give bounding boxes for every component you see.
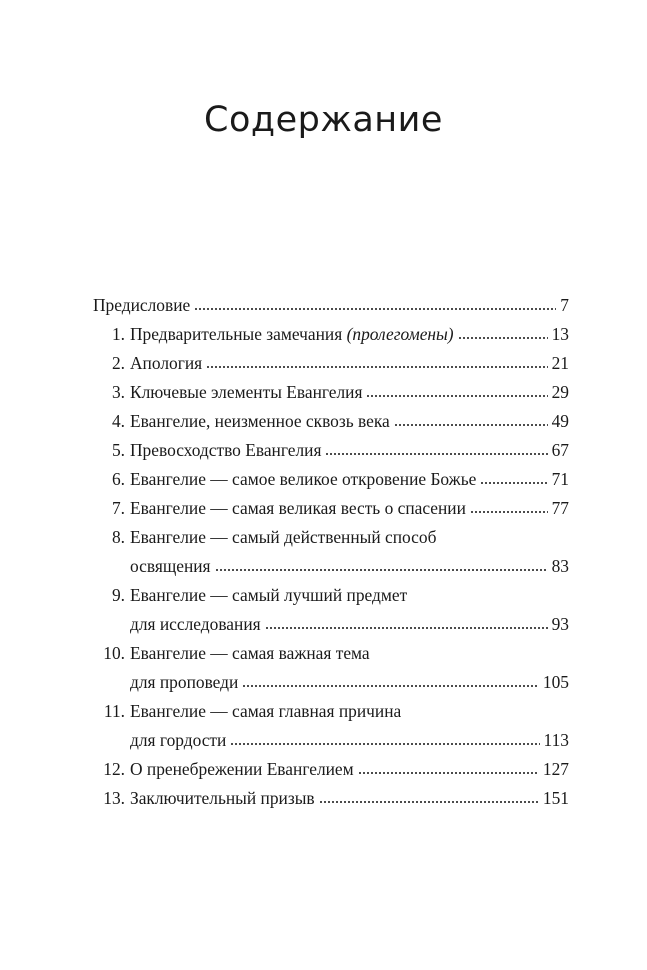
toc-entry-number: 9. [111,585,125,605]
toc-entry-page: 7 [560,295,569,315]
toc-entry-page: 151 [542,788,569,808]
toc-entry-page: 93 [551,614,569,634]
toc-entry-number: 8. [111,527,125,547]
toc-entry-title [130,320,454,349]
dot-leader [458,337,548,339]
toc-entry-number: 1. [111,324,125,344]
toc-entry-number: 12. [103,759,125,779]
toc-entry-title: Превосходство Евангелия [130,440,322,460]
toc-entry-12 [93,755,569,784]
toc-entry-title: Евангелие — самая важная тема [130,643,370,663]
toc-entry-page: 21 [551,353,569,373]
dot-leader [194,308,556,310]
toc-entry-number: 11. [103,701,125,721]
toc-entry-title-continued: для исследования [130,614,261,634]
toc-entry-title-continued: освящения [130,556,211,576]
toc-entry-8 [93,523,569,581]
page-title: Содержание [204,100,443,140]
toc-entry-page: 13 [551,324,569,344]
toc-entry-4 [93,407,569,436]
toc-entry-title: Ключевые элементы Евангелия [130,382,363,402]
toc-entry-page: 49 [551,411,569,431]
dot-leader [230,743,539,745]
toc-entry-title-text: Предварительные замечания [130,324,347,344]
toc-entry-title: О пренебрежении Евангелием [130,759,354,779]
toc-entry-page: 113 [543,730,569,750]
toc-entry-2 [93,349,569,378]
toc-entry-title: Евангелие, неизменное сквозь века [130,411,390,431]
dot-leader [358,772,539,774]
toc-entry-13 [93,784,569,813]
toc-entry-title: Евангелие — самый действенный способ [130,527,437,547]
toc-entry-1 [93,320,569,349]
toc-entry-page: 127 [542,759,569,779]
dot-leader [265,627,548,629]
toc-entry-5 [93,436,569,465]
toc-entry-title-italic: (пролегомены) [346,324,454,344]
toc-entry-number: 4. [111,411,125,431]
toc-entry-number: 13. [103,788,125,808]
toc-entry-number: 2. [111,353,125,373]
toc-entry-number: 7. [111,498,125,518]
toc-entry-title-continued: для проповеди [130,672,239,692]
table-of-contents [93,291,569,813]
toc-entry-10 [93,639,569,697]
toc-entry-title: Евангелие — самая главная причина [130,701,402,721]
toc-entry-9 [93,581,569,639]
toc-entry-page: 71 [551,469,569,489]
toc-entry-page: 77 [551,498,569,518]
toc-entry-page: 67 [551,440,569,460]
toc-entry-title: Апология [130,353,203,373]
toc-entry-7 [93,494,569,523]
dot-leader [206,366,547,368]
toc-entry-page: 105 [542,672,569,692]
toc-entry-3 [93,378,569,407]
dot-leader [215,569,548,571]
dot-leader [325,453,547,455]
toc-entry-title: Евангелие — самый лучший предмет [130,585,408,605]
dot-leader [480,482,547,484]
dot-leader [242,685,539,687]
toc-entry-page: 83 [551,556,569,576]
toc-entry-page: 29 [551,382,569,402]
toc-entry-number: 3. [111,382,125,402]
dot-leader [319,801,539,803]
toc-entry-title: Заключительный призыв [130,788,315,808]
toc-entry-number: 5. [111,440,125,460]
dot-leader [366,395,547,397]
toc-entry-number: 10. [103,643,125,663]
toc-entry-6 [93,465,569,494]
dot-leader [470,511,548,513]
toc-entry-title: Предисловие [93,295,191,315]
toc-entry-title: Евангелие — самая великая весть о спасении [130,498,466,518]
toc-entry-preface [93,291,569,320]
toc-entry-title-continued: для гордости [130,730,227,750]
toc-entry-11 [93,697,569,755]
toc-entry-number: 6. [111,469,125,489]
dot-leader [394,424,548,426]
toc-entry-title: Евангелие — самое великое откровение Божье [130,469,477,489]
